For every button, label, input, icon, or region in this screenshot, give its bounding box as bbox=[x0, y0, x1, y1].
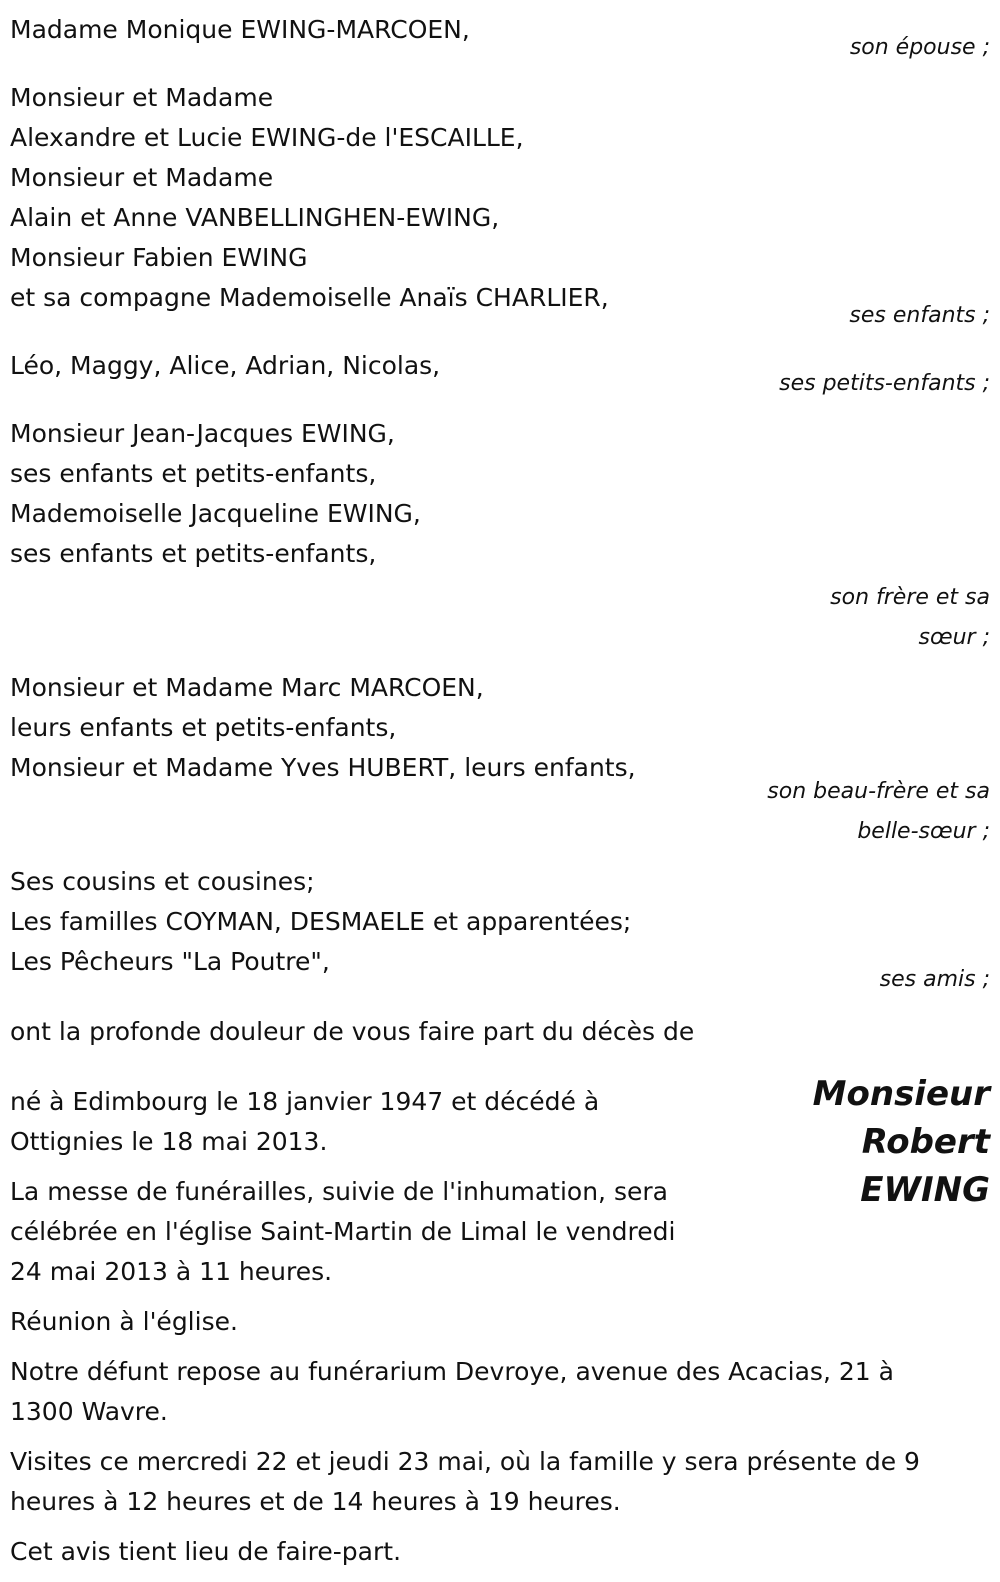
family-line: Mademoiselle Jacqueline EWING, bbox=[10, 499, 421, 528]
funeral-line: La messe de funérailles, suivie de l'inhumation, sera bbox=[10, 1177, 668, 1206]
relation-label: ses amis ; bbox=[879, 967, 990, 992]
deceased-name bbox=[730, 1070, 990, 1214]
family-line: Les familles COYMAN, DESMAELE et apparentées; bbox=[10, 907, 632, 936]
funeral-line: 24 mai 2013 à 11 heures. bbox=[10, 1257, 333, 1286]
family-group-spouse bbox=[10, 10, 990, 68]
birth-death-text bbox=[10, 1082, 730, 1162]
relation-label bbox=[730, 578, 990, 658]
relation-label bbox=[730, 772, 990, 852]
family-line: Monsieur et Madame bbox=[10, 83, 274, 112]
family-line: Madame Monique EWING-MARCOEN, bbox=[10, 15, 470, 44]
family-line: ses enfants et petits-enfants, bbox=[10, 539, 377, 568]
deceased-name-line: Monsieur bbox=[812, 1074, 990, 1114]
repose-line: 1300 Wavre. bbox=[10, 1397, 168, 1426]
deceased-block bbox=[10, 1074, 990, 1292]
deceased-name-line: EWING bbox=[860, 1170, 990, 1210]
relation-line: son beau-frère et sa bbox=[767, 779, 990, 804]
relation-line: sœur ; bbox=[918, 625, 990, 650]
visits-text bbox=[10, 1442, 990, 1522]
family-group-children bbox=[10, 78, 990, 336]
birth-death-line: Ottignies le 18 mai 2013. bbox=[10, 1127, 328, 1156]
obituary-notice bbox=[10, 10, 990, 1582]
closing-text: Cet avis tient lieu de faire-part. bbox=[10, 1537, 402, 1566]
family-line: Les Pêcheurs "La Poutre", bbox=[10, 947, 330, 976]
family-line: Ses cousins et cousines; bbox=[10, 867, 315, 896]
family-line: Alain et Anne VANBELLINGHEN-EWING, bbox=[10, 203, 500, 232]
family-group-grandchildren bbox=[10, 346, 990, 404]
birth-death-line: né à Edimbourg le 18 janvier 1947 et décédé à bbox=[10, 1087, 600, 1116]
repose-line: Notre défunt repose au funérarium Devroye, avenue des Acacias, 21 à bbox=[10, 1357, 894, 1386]
visits-line: Visites ce mercredi 22 et jeudi 23 mai, où la famille y sera présente de 9 bbox=[10, 1447, 920, 1476]
family-line: Alexandre et Lucie EWING-de l'ESCAILLE, bbox=[10, 123, 524, 152]
meeting-text: Réunion à l'église. bbox=[10, 1307, 238, 1336]
family-line: ses enfants et petits-enfants, bbox=[10, 459, 377, 488]
relation-line: son frère et sa bbox=[830, 585, 990, 610]
family-line: Léo, Maggy, Alice, Adrian, Nicolas, bbox=[10, 351, 441, 380]
family-line: Monsieur et Madame Marc MARCOEN, bbox=[10, 673, 484, 702]
deceased-name-line: Robert bbox=[861, 1122, 990, 1162]
family-group-siblings bbox=[10, 414, 990, 658]
funeral-line: célébrée en l'église Saint-Martin de Limal le vendredi bbox=[10, 1217, 676, 1246]
announcement-intro: ont la profonde douleur de vous faire part du décès de bbox=[10, 1017, 695, 1046]
relation-line: belle-sœur ; bbox=[857, 819, 990, 844]
family-line: leurs enfants et petits-enfants, bbox=[10, 713, 397, 742]
visits-line: heures à 12 heures et de 14 heures à 19 heures. bbox=[10, 1487, 621, 1516]
family-line: Monsieur et Madame Yves HUBERT, leurs enfants, bbox=[10, 753, 636, 782]
repose-text bbox=[10, 1352, 990, 1432]
family-line: Monsieur Fabien EWING bbox=[10, 243, 308, 272]
relation-label: ses enfants ; bbox=[849, 303, 990, 328]
family-line: Monsieur et Madame bbox=[10, 163, 274, 192]
relation-label: son épouse ; bbox=[849, 35, 990, 60]
family-group-friends bbox=[10, 862, 990, 1000]
family-group-in-laws bbox=[10, 668, 990, 852]
family-line: et sa compagne Mademoiselle Anaïs CHARLIER, bbox=[10, 283, 609, 312]
relation-label: ses petits-enfants ; bbox=[779, 371, 990, 396]
funeral-text bbox=[10, 1172, 730, 1292]
family-line: Monsieur Jean-Jacques EWING, bbox=[10, 419, 395, 448]
